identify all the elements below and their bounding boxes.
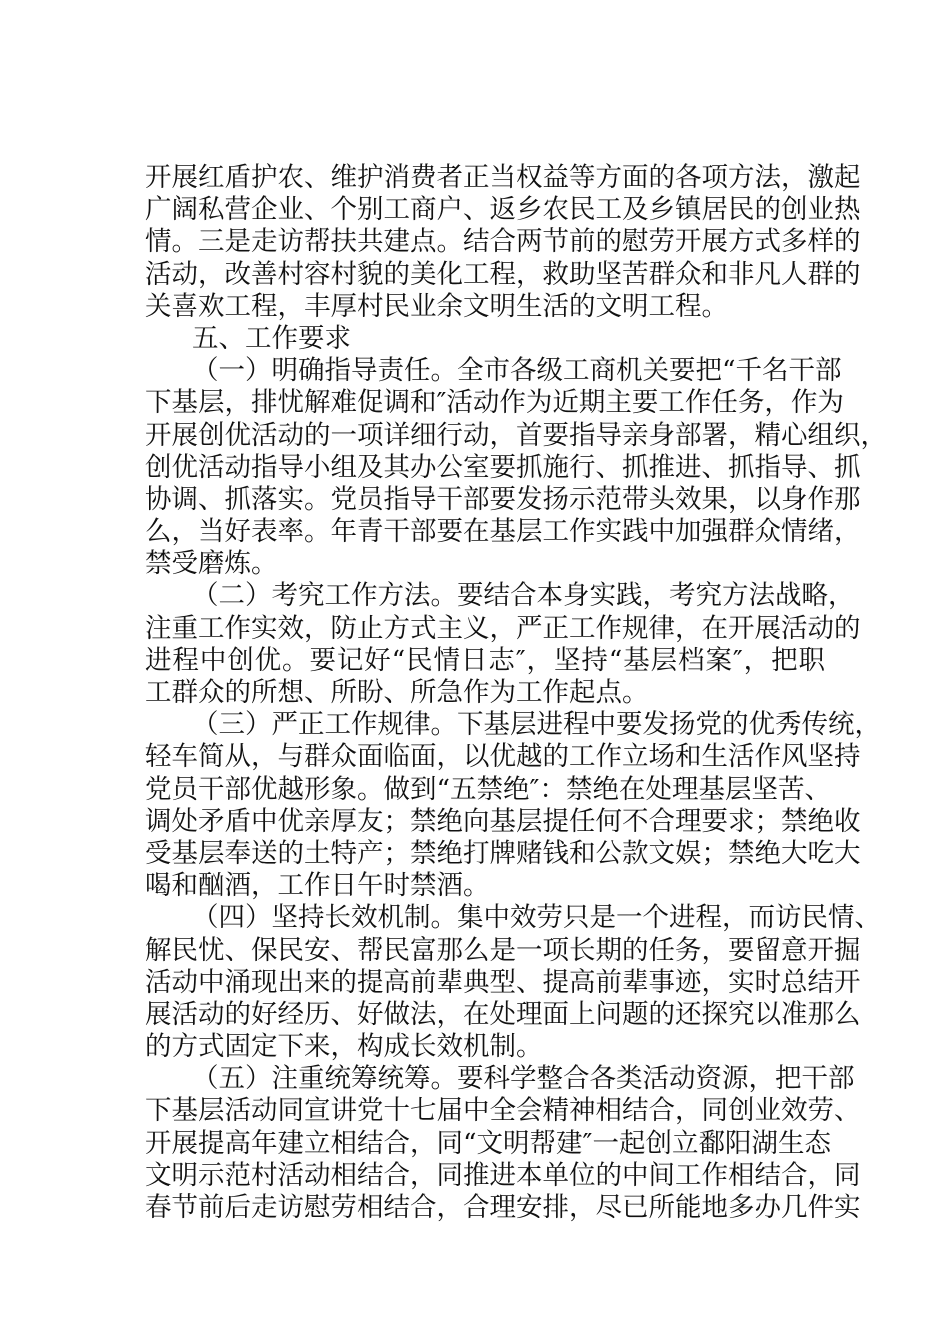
text-line: 下基层，排忧解难促调和″活动作为近期主要工作任务，作为 — [145, 387, 844, 419]
text-line: 关喜欢工程，丰厚村民业余文明生活的文明工程。 — [145, 290, 728, 322]
text-line: 开展创优活动的一项详细行动，首要指导亲身部署，精心组织， — [145, 419, 887, 451]
text-line: 广阔私营企业、个别工商户、返乡农民工及乡镇居民的创业热 — [145, 194, 861, 226]
text-line: 进程中创优。要记好“民情日志″，坚持“基层档案″，把职 — [145, 644, 825, 676]
text-line: 展活动的好经历、好做法，在处理面上问题的还探究以准那么 — [145, 998, 861, 1030]
text-line: 开展提高年建立相结合，同“文明帮建″一起创立鄱阳湖生态 — [145, 1127, 831, 1159]
text-line: 的方式固定下来，构成长效机制。 — [145, 1031, 543, 1063]
text-line: （五）注重统筹统筹。要科学整合各类活动资源，把干部 — [192, 1063, 855, 1095]
text-line: 活动中涌现出来的提高前辈典型、提高前辈事迹，实时总结开 — [145, 966, 861, 998]
text-line: 解民忧、保民安、帮民富那么是一项长期的任务，要留意开掘 — [145, 934, 861, 966]
text-line: 禁受磨炼。 — [145, 548, 278, 580]
text-line: 工群众的所想、所盼、所急作为工作起点。 — [145, 677, 649, 708]
text-line: 下基层活动同宣讲党十七届中全会精神相结合，同创业效劳、 — [145, 1095, 861, 1127]
text-line: 情。三是走访帮扶共建点。结合两节前的慰劳开展方式多样的 — [145, 226, 861, 258]
text-line: 五、工作要求 — [192, 322, 351, 354]
text-line: 调处矛盾中优亲厚友；禁绝向基层提任何不合理要求；禁绝收 — [145, 805, 861, 837]
text-line: 受基层奉送的土特产；禁绝打牌赌钱和公款文娱；禁绝大吃大 — [145, 837, 861, 869]
text-line: 活动，改善村容村貌的美化工程，救助坚苦群众和非凡人群的 — [145, 258, 861, 290]
text-line: 么，当好表率。年青干部要在基层工作实践中加强群众情绪， — [145, 516, 861, 548]
text-line: 注重工作实效，防止方式主义，严正工作规律，在开展活动的 — [145, 612, 861, 644]
text-line: 创优活动指导小组及其办公室要抓施行、抓推进、抓指导、抓 — [145, 451, 861, 483]
text-line: 文明示范村活动相结合，同推进本单位的中间工作相结合，同 — [145, 1159, 861, 1191]
text-line: （一）明确指导责任。全市各级工商机关要把“千名干部 — [192, 355, 842, 387]
text-line: 喝和酗酒，工作日午时禁酒。 — [145, 870, 490, 902]
text-line: （四）坚持长效机制。集中效劳只是一个进程，而访民情、 — [192, 902, 881, 934]
text-line: 轻车简从，与群众面临面，以优越的工作立场和生活作风坚持 — [145, 741, 861, 773]
text-line: 开展红盾护农、维护消费者正当权益等方面的各项方法，激起 — [145, 162, 861, 193]
text-line: 党员干部优越形象。做到“五禁绝″：禁绝在处理基层坚苦、 — [145, 773, 831, 805]
text-line: 协调、抓落实。党员指导干部要发扬示范带头效果，以身作那 — [145, 483, 861, 515]
text-line: 春节前后走访慰劳相结合，合理安排，尽已所能地多办几件实 — [145, 1192, 861, 1223]
text-line: （二）考究工作方法。要结合本身实践，考究方法战略， — [192, 580, 855, 612]
document-body — [145, 162, 887, 1224]
text-line: （三）严正工作规律。下基层进程中要发扬党的优秀传统， — [192, 709, 881, 741]
